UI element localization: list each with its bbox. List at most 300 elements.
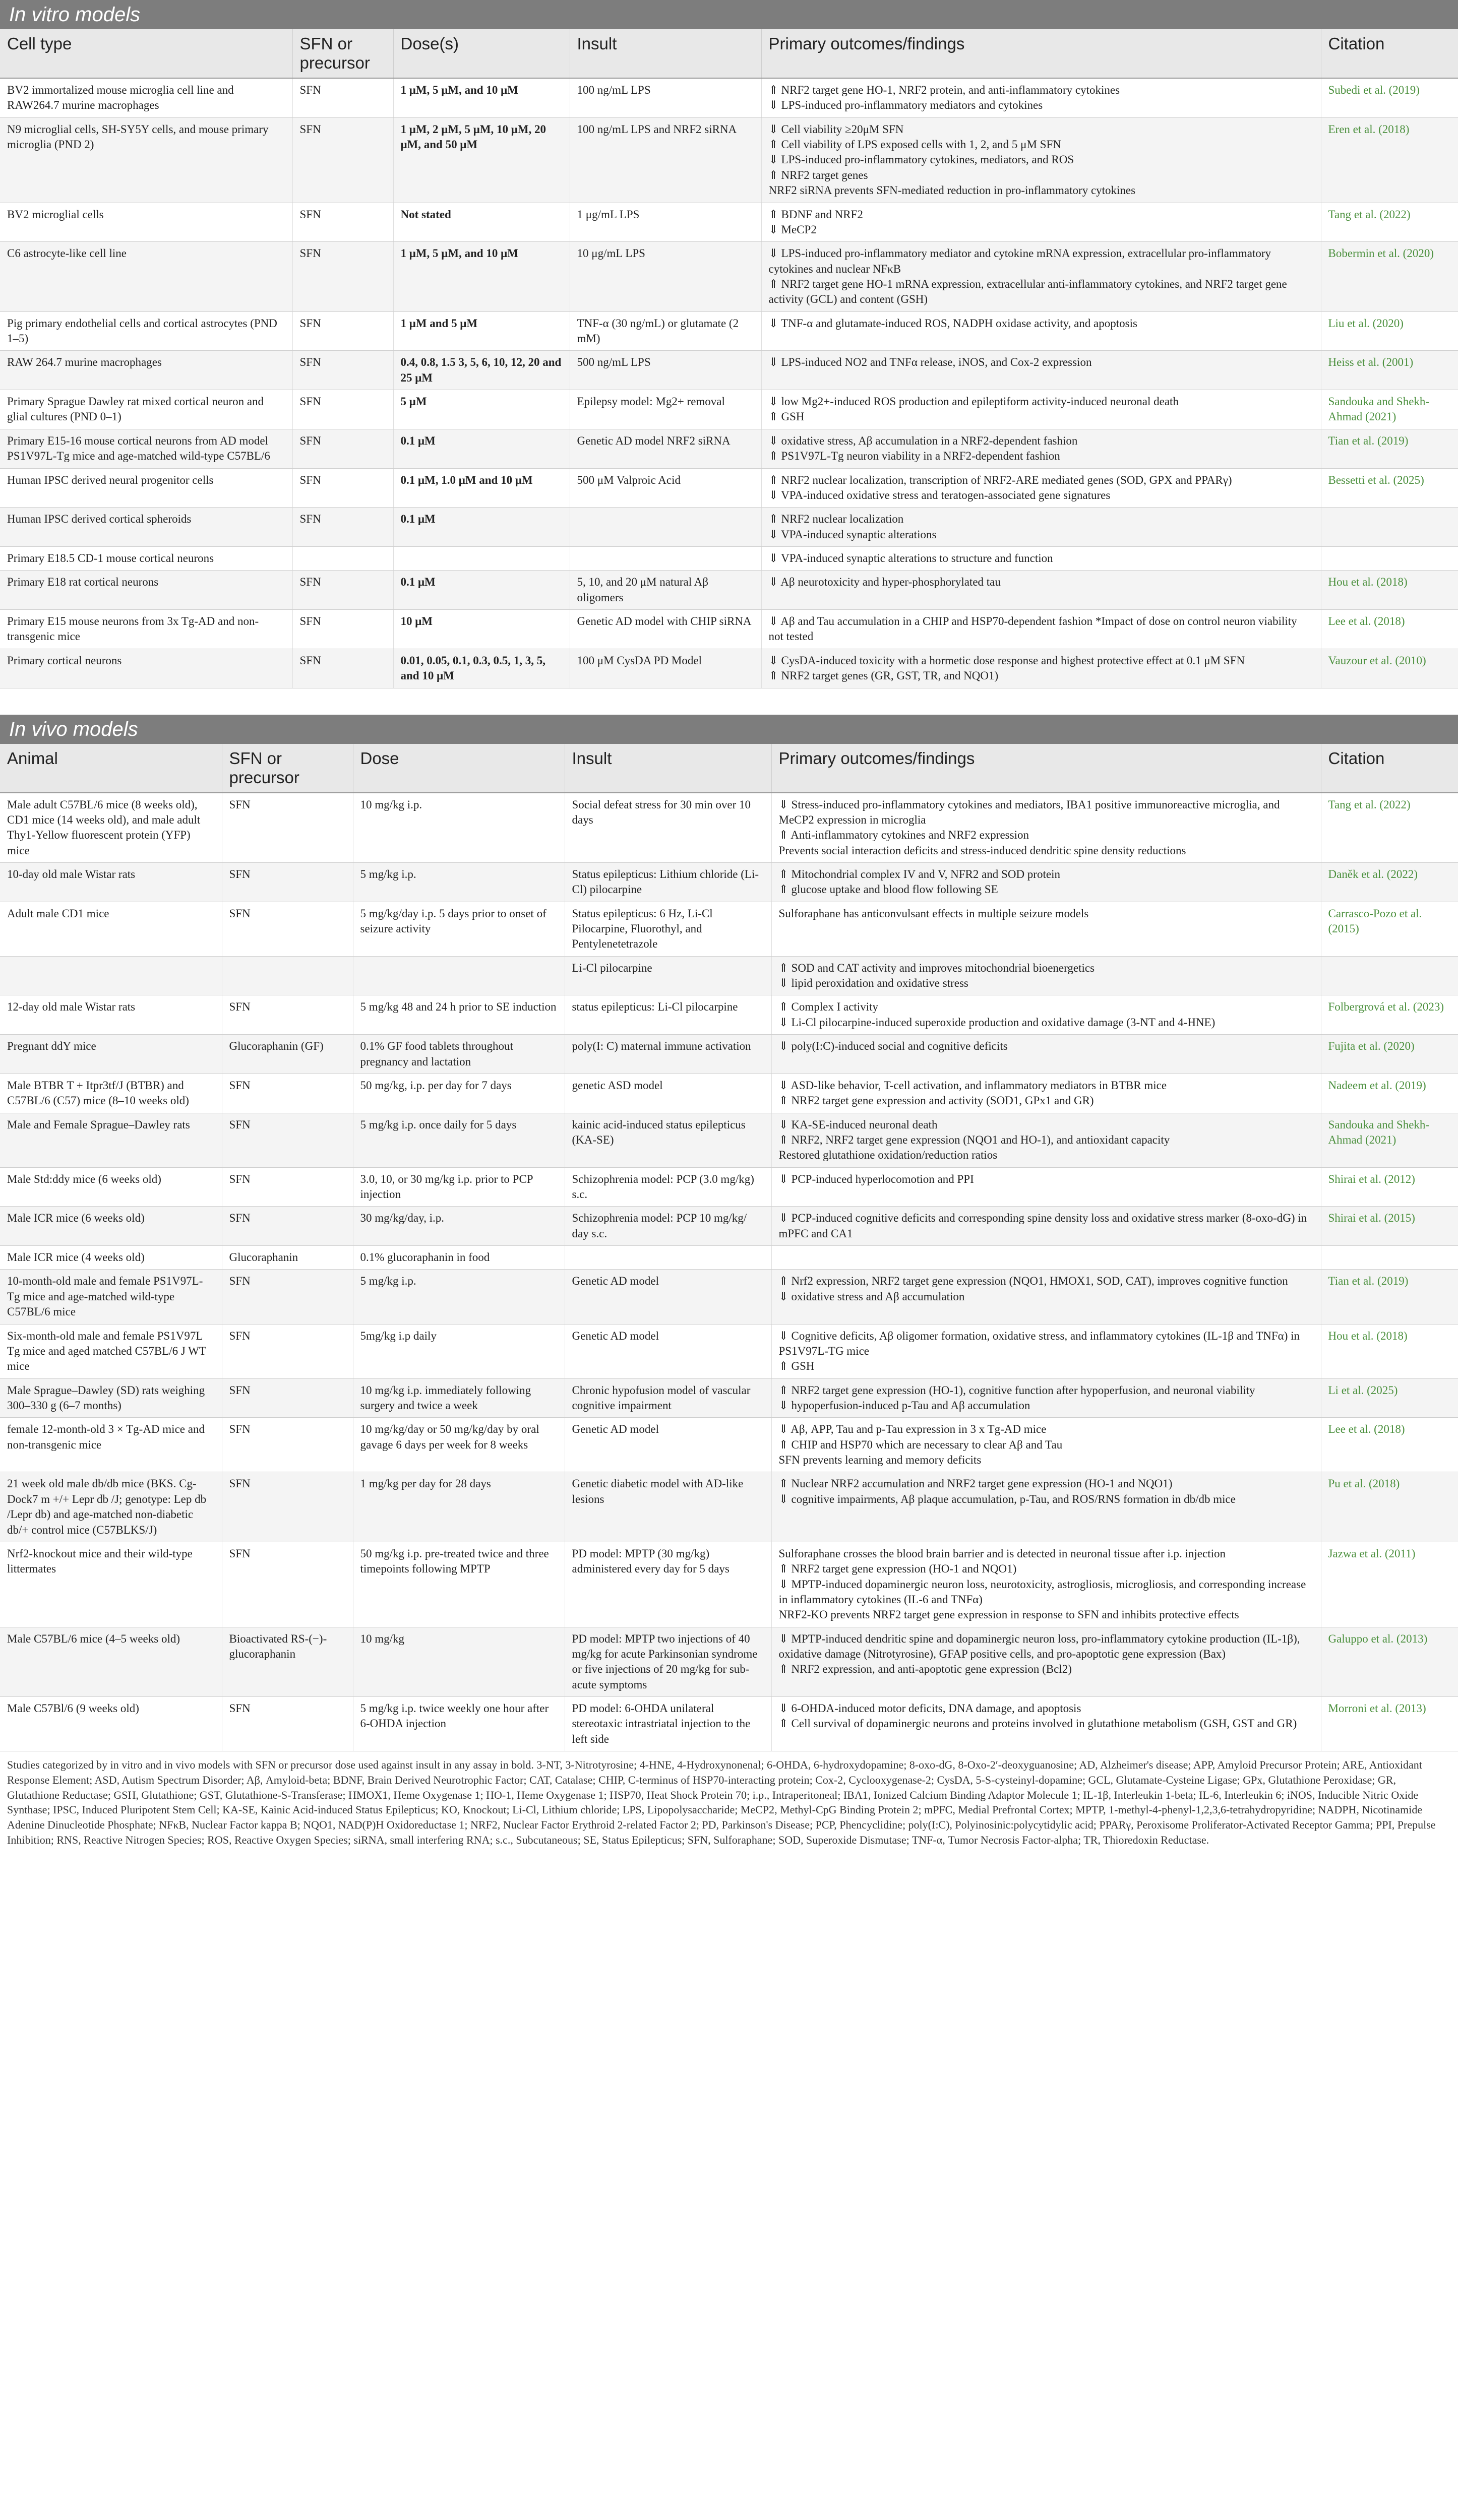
cell-insult: 5, 10, and 20 μM natural Aβ oligomers	[570, 571, 761, 610]
cell-findings	[771, 1378, 1321, 1418]
cell-dose: 10 μM	[393, 610, 570, 649]
header-insult: Insult	[565, 744, 771, 793]
citation-link[interactable]: Lee et al. (2018)	[1321, 610, 1458, 649]
citation-link[interactable]: Tian et al. (2019)	[1321, 1270, 1458, 1324]
invivo-header-row	[0, 744, 1458, 793]
table-row	[0, 649, 1458, 688]
cell-subject: Adult male CD1 mice	[0, 902, 222, 956]
table-row	[0, 390, 1458, 429]
cell-subject: Male BTBR T + Itpr3tf/J (BTBR) and C57BL/6 (C57) mice (8–10 weeks old)	[0, 1074, 222, 1113]
cell-dose: 5 mg/kg 48 and 24 h prior to SE induction	[353, 995, 565, 1035]
finding-line: ⇑ Cell survival of dopaminergic neurons and proteins involved in glutathione metabolism (GSH, GST and GR)	[778, 1717, 1297, 1730]
finding-line: ⇓ MPTP-induced dopaminergic neuron loss, neurotoxicity, astrogliosis, microgliosis, and corresponding increase in inflammatory cytokines (IL-6 and TNFα)	[778, 1578, 1306, 1606]
table-row	[0, 117, 1458, 203]
finding-line: ⇑ Nuclear NRF2 accumulation and NRF2 target gene expression (HO-1 and NQO1)	[778, 1477, 1173, 1490]
cell-insult: 500 ng/mL LPS	[570, 351, 761, 390]
invitro-header-row	[0, 29, 1458, 78]
cell-sfn: SFN	[222, 1270, 353, 1324]
cell-insult: 10 μg/mL LPS	[570, 242, 761, 311]
cell-findings	[771, 1207, 1321, 1246]
citation-link[interactable]	[1321, 1246, 1458, 1270]
finding-line: ⇓ lipid peroxidation and oxidative stress	[778, 977, 968, 990]
cell-sfn: SFN	[222, 995, 353, 1035]
table-row	[0, 902, 1458, 956]
cell-findings	[771, 1418, 1321, 1472]
finding-line: Sulforaphane has anticonvulsant effects in multiple seizure models	[778, 907, 1089, 920]
cell-sfn: SFN	[292, 468, 393, 508]
cell-insult: status epilepticus: Li-Cl pilocarpine	[565, 995, 771, 1035]
finding-line: ⇓ CysDA-induced toxicity with a hormetic dose response and highest protective effect at 0.1 μM SFN	[768, 654, 1245, 667]
cell-insult: Chronic hypofusion model of vascular cognitive impairment	[565, 1378, 771, 1418]
cell-insult: 100 ng/mL LPS and NRF2 siRNA	[570, 117, 761, 203]
finding-line: ⇑ NRF2 target gene HO-1, NRF2 protein, and anti-inflammatory cytokines	[768, 84, 1120, 96]
table-row	[0, 1418, 1458, 1472]
cell-sfn: SFN	[292, 242, 393, 311]
cell-subject: Nrf2-knockout mice and their wild-type littermates	[0, 1542, 222, 1627]
finding-line: ⇓ LPS-induced NO2 and TNFα release, iNOS, and Cox-2 expression	[768, 356, 1092, 369]
cell-subject: 12-day old male Wistar rats	[0, 995, 222, 1035]
finding-line: ⇑ glucose uptake and blood flow following SE	[778, 883, 998, 896]
cell-insult: Schizophrenia model: PCP (3.0 mg/kg) s.c.	[565, 1167, 771, 1207]
cell-findings	[771, 1697, 1321, 1751]
cell-insult: Epilepsy model: Mg2+ removal	[570, 390, 761, 429]
header-citation: Citation	[1321, 744, 1458, 793]
citation-link[interactable]: Fujita et al. (2020)	[1321, 1035, 1458, 1074]
cell-insult: poly(I: C) maternal immune activation	[565, 1035, 771, 1074]
finding-line: ⇑ NRF2 nuclear localization	[768, 513, 904, 526]
cell-dose: 50 mg/kg i.p. pre-treated twice and three timepoints following MPTP	[353, 1542, 565, 1627]
finding-line: ⇑ Nrf2 expression, NRF2 target gene expression (NQO1, HMOX1, SOD, CAT), improves cognitive function	[778, 1275, 1288, 1288]
citation-link[interactable]: Subedi et al. (2019)	[1321, 78, 1458, 117]
header-citation: Citation	[1321, 29, 1458, 78]
citation-link[interactable]: Eren et al. (2018)	[1321, 117, 1458, 203]
cell-sfn: SFN	[292, 390, 393, 429]
finding-line: ⇓ VPA-induced synaptic alterations to structure and function	[768, 551, 1053, 564]
table-row	[0, 1207, 1458, 1246]
cell-dose: 0.01, 0.05, 0.1, 0.3, 0.5, 1, 3, 5, and 10 μM	[393, 649, 570, 688]
finding-line: ⇑ NRF2 target genes	[768, 168, 868, 181]
cell-dose: 10 mg/kg i.p. immediately following surgery and twice a week	[353, 1378, 565, 1418]
cell-sfn: SFN	[222, 862, 353, 902]
cell-insult: 100 μM CysDA PD Model	[570, 649, 761, 688]
cell-findings	[761, 546, 1321, 570]
finding-line: ⇑ NRF2 target gene expression and activity (SOD1, GPx1 and GR)	[778, 1094, 1094, 1107]
citation-link[interactable]: Lee et al. (2018)	[1321, 1418, 1458, 1472]
citation-link[interactable]: Galuppo et al. (2013)	[1321, 1627, 1458, 1696]
cell-insult: Genetic AD model	[565, 1418, 771, 1472]
citation-link[interactable]: Liu et al. (2020)	[1321, 311, 1458, 351]
table-row	[0, 468, 1458, 508]
cell-findings	[771, 1270, 1321, 1324]
cell-subject: Primary Sprague Dawley rat mixed cortical neuron and glial cultures (PND 0–1)	[0, 390, 292, 429]
header-sfn: SFN or precursor	[292, 29, 393, 78]
header-sfn: SFN or precursor	[222, 744, 353, 793]
cell-sfn: SFN	[292, 610, 393, 649]
finding-line: ⇑ NRF2 target gene HO-1 mRNA expression, extracellular anti-inflammatory cytokines, and NRF2 target gene activity (GCL) and content (GSH)	[768, 277, 1287, 306]
cell-subject: Male Sprague–Dawley (SD) rats weighing 300–330 g (6–7 months)	[0, 1378, 222, 1418]
cell-dose: 5 mg/kg/day i.p. 5 days prior to onset of seizure activity	[353, 902, 565, 956]
citation-link[interactable]	[1321, 956, 1458, 995]
cell-findings	[771, 1074, 1321, 1113]
cell-subject: 10-day old male Wistar rats	[0, 862, 222, 902]
table-row	[0, 1697, 1458, 1751]
table-row	[0, 610, 1458, 649]
finding-line: ⇓ Aβ neurotoxicity and hyper-phosphorylated tau	[768, 576, 1001, 589]
cell-findings	[761, 610, 1321, 649]
citation-link[interactable]: Sandouka and Shekh-Ahmad (2021)	[1321, 1113, 1458, 1167]
citation-link[interactable]: Bessetti et al. (2025)	[1321, 468, 1458, 508]
cell-sfn: SFN	[292, 117, 393, 203]
cell-subject: C6 astrocyte-like cell line	[0, 242, 292, 311]
cell-dose: Not stated	[393, 203, 570, 242]
cell-dose: 10 mg/kg i.p.	[353, 793, 565, 863]
cell-findings	[771, 1113, 1321, 1167]
cell-subject: 21 week old male db/db mice (BKS. Cg-Dock7 m +/+ Lepr db /J; genotype: Lep db /Lepr db) and age-matched non-diabetic db/+ control mice (C57BLKS/J)	[0, 1472, 222, 1542]
finding-line: ⇓ ASD-like behavior, T-cell activation, and inflammatory mediators in BTBR mice	[778, 1079, 1167, 1092]
citation-link[interactable]: Sandouka and Shekh-Ahmad (2021)	[1321, 390, 1458, 429]
cell-dose: 0.1% GF food tablets throughout pregnancy and lactation	[353, 1035, 565, 1074]
cell-subject: BV2 microglial cells	[0, 203, 292, 242]
cell-dose: 5 mg/kg i.p. once daily for 5 days	[353, 1113, 565, 1167]
cell-findings	[771, 995, 1321, 1035]
cell-insult: Schizophrenia model: PCP 10 mg/kg/ day s.c.	[565, 1207, 771, 1246]
cell-findings	[771, 1542, 1321, 1627]
table-row	[0, 78, 1458, 117]
cell-sfn: SFN	[292, 311, 393, 351]
cell-sfn: SFN	[222, 1113, 353, 1167]
cell-insult	[565, 1246, 771, 1270]
citation-link[interactable]: Tang et al. (2022)	[1321, 203, 1458, 242]
cell-insult: Genetic AD model with CHIP siRNA	[570, 610, 761, 649]
finding-line: ⇑ CHIP and HSP70 which are necessary to clear Aβ and Tau	[778, 1438, 1063, 1451]
section-gap	[0, 688, 1458, 715]
citation-link[interactable]: Shirai et al. (2015)	[1321, 1207, 1458, 1246]
cell-sfn: SFN	[222, 902, 353, 956]
cell-findings	[761, 390, 1321, 429]
cell-insult: Genetic AD model NRF2 siRNA	[570, 429, 761, 468]
cell-sfn: SFN	[222, 1167, 353, 1207]
citation-link[interactable]: Daněk et al. (2022)	[1321, 862, 1458, 902]
finding-line: ⇓ low Mg2+-induced ROS production and epileptiform activity-induced neuronal death	[768, 395, 1179, 408]
cell-subject: Primary cortical neurons	[0, 649, 292, 688]
cell-insult: PD model: MPTP (30 mg/kg) administered every day for 5 days	[565, 1542, 771, 1627]
cell-findings	[761, 468, 1321, 508]
citation-link[interactable]	[1321, 508, 1458, 547]
finding-line: ⇓ LPS-induced pro-inflammatory cytokines, mediators, and ROS	[768, 153, 1074, 166]
cell-sfn: SFN	[222, 1697, 353, 1751]
header-findings: Primary outcomes/findings	[761, 29, 1321, 78]
cell-subject: Male C57BL/6 mice (4–5 weeks old)	[0, 1627, 222, 1696]
header-cell-type: Cell type	[0, 29, 292, 78]
cell-dose: 5 mg/kg i.p.	[353, 862, 565, 902]
cell-sfn: SFN	[292, 351, 393, 390]
table-row	[0, 1324, 1458, 1378]
cell-sfn: SFN	[222, 1472, 353, 1542]
finding-line: ⇓ Aβ and Tau accumulation in a CHIP and HSP70-dependent fashion *Impact of dose on control neuron viability not tested	[768, 615, 1297, 643]
cell-dose: 1 μM, 2 μM, 5 μM, 10 μM, 20 μM, and 50 μM	[393, 117, 570, 203]
citation-link[interactable]: Jazwa et al. (2011)	[1321, 1542, 1458, 1627]
finding-line: ⇓ PCP-induced hyperlocomotion and PPI	[778, 1172, 974, 1185]
citation-link[interactable]: Folbergrová et al. (2023)	[1321, 995, 1458, 1035]
cell-sfn	[292, 546, 393, 570]
finding-line: ⇑ Cell viability of LPS exposed cells with 1, 2, and 5 μM SFN	[768, 138, 1061, 151]
table-row	[0, 1167, 1458, 1207]
cell-dose: 0.1 μM	[393, 429, 570, 468]
cell-dose: 3.0, 10, or 30 mg/kg i.p. prior to PCP injection	[353, 1167, 565, 1207]
cell-subject: Human IPSC derived neural progenitor cells	[0, 468, 292, 508]
invivo-table	[0, 744, 1458, 1752]
cell-sfn: Bioactivated RS-(−)-glucoraphanin	[222, 1627, 353, 1696]
cell-sfn	[222, 956, 353, 995]
invitro-body	[0, 78, 1458, 688]
cell-findings	[761, 649, 1321, 688]
finding-line: ⇓ VPA-induced oxidative stress and teratogen-associated gene signatures	[768, 488, 1111, 501]
finding-line: ⇓ VPA-induced synaptic alterations	[768, 528, 937, 541]
finding-line: ⇓ PCP-induced cognitive deficits and corresponding spine density loss and oxidative stress marker (8-oxo-dG) in mPFC and CA1	[778, 1212, 1307, 1240]
header-dose: Dose	[353, 744, 565, 793]
cell-insult: Li-Cl pilocarpine	[565, 956, 771, 995]
cell-subject: Male and Female Sprague–Dawley rats	[0, 1113, 222, 1167]
cell-dose: 50 mg/kg, i.p. per day for 7 days	[353, 1074, 565, 1113]
table-row	[0, 1627, 1458, 1696]
cell-dose: 10 mg/kg/day or 50 mg/kg/day by oral gavage 6 days per week for 8 weeks	[353, 1418, 565, 1472]
cell-findings	[761, 203, 1321, 242]
finding-line: ⇑ Complex I activity	[778, 1000, 878, 1014]
cell-insult: TNF-α (30 ng/mL) or glutamate (2 mM)	[570, 311, 761, 351]
cell-subject: Primary E15 mouse neurons from 3x Tg-AD and non-transgenic mice	[0, 610, 292, 649]
cell-insult: kainic acid-induced status epilepticus (KA-SE)	[565, 1113, 771, 1167]
citation-link[interactable]: Shirai et al. (2012)	[1321, 1167, 1458, 1207]
cell-sfn: SFN	[222, 1074, 353, 1113]
finding-line: ⇓ cognitive impairments, Aβ plaque accumulation, p-Tau, and ROS/RNS formation in db/db mice	[778, 1492, 1236, 1505]
cell-findings	[771, 1246, 1321, 1270]
cell-insult: Genetic AD model	[565, 1324, 771, 1378]
cell-dose: 1 μM, 5 μM, and 10 μM	[393, 78, 570, 117]
finding-line: ⇑ GSH	[768, 410, 805, 423]
finding-line: ⇓ hypoperfusion-induced p-Tau and Aβ accumulation	[778, 1399, 1030, 1412]
finding-line: ⇑ BDNF and NRF2	[768, 208, 863, 221]
cell-dose: 1 μM, 5 μM, and 10 μM	[393, 242, 570, 311]
table-footnote: Studies categorized by in vitro and in vivo models with SFN or precursor dose used against insult in any assay in bold. 3-NT, 3-Nitrotyrosine; 4-HNE, 4-Hydroxynonenal; 6-OHDA, 6-hydroxydopamine; 8-oxo-dG, 8-Oxo-2′-deoxyguanosine; AD, Alzheimer's disease; APP, Amyloid Precursor Protein; ARE, Antioxidant Response Element; ASD, Autism Spectrum Disorder; Aβ, Amyloid-beta; BDNF, Brain Derived Neurotrophic Factor; CAT, Catalase; CHIP, C-terminus of HSP70-interacting protein; Cox-2, Cyclooxygenase-2; CysDA, 5-S-cysteinyl-dopamine; GCL, Glutamate-Cysteine Ligase; GPx, Glutathione Peroxidase; GR, Glutathione Reductase; GSH, Glutathione; GST, Glutathione-S-Transferase; HMOX1, Heme Oxygenase 1; HO-1, Heme Oxygenase 1; HSP70, Heat Shock Protein 70; i.p., Intraperitoneal; IBA1, Ionized Calcium Binding Adaptor Molecule 1; IL-1β, Interleukin 1-beta; IL-6, Interleukin 6; iNOS, Inducible Nitric Oxide Synthase; IPSC, Induced Pluripotent Stem Cell; KA-SE, Kainic Acid-induced Status Epilepticus; KO, Knockout; Li-Cl, Lithium chloride; LPS, Lipopolysaccharide; MeCP2, Methyl-CpG Binding Protein 2; mPFC, Medial Prefrontal Cortex; MPTP, 1-methyl-4-phenyl-1,2,3,6-tetrahydropyridine; NADPH, Nicotinamide Adenine Dinucleotide Phosphate; NFκB, Nuclear Factor kappa B; NQO1, NAD(P)H Oxidoreductase 1; NRF2, Nuclear Factor Erythroid 2-related Factor 2; PD, Parkinson's Disease; PCP, Phencyclidine; poly(I:C), Polyinosinic:polycytidylic acid; PPARγ, Peroxisome Proliferator-Activated Receptor Gamma; PPI, Prepulse Inhibition; RNS, Reactive Nitrogen Species; ROS, Reactive Oxygen Species; siRNA, small interfering RNA; s.c., Subcutaneous; SE, Status Epilepticus; SFN, Sulforaphane; SOD, Superoxide Dismutase; TNF-α, Tumor Necrosis Factor-alpha; TR, Thioredoxin Reductase.	[7, 1758, 1436, 1846]
table-row	[0, 508, 1458, 547]
cell-findings	[771, 793, 1321, 863]
cell-subject: Male ICR mice (6 weeks old)	[0, 1207, 222, 1246]
finding-line: ⇓ MeCP2	[768, 223, 817, 236]
citation-link[interactable]: Nadeem et al. (2019)	[1321, 1074, 1458, 1113]
cell-subject	[0, 956, 222, 995]
cell-dose: 0.1 μM, 1.0 μM and 10 μM	[393, 468, 570, 508]
finding-line: Sulforaphane crosses the blood brain barrier and is detected in neuronal tissue after i.p. injection	[778, 1547, 1226, 1560]
cell-dose: 0.1 μM	[393, 508, 570, 547]
citation-link[interactable]: Pu et al. (2018)	[1321, 1472, 1458, 1542]
cell-insult: Social defeat stress for 30 min over 10 days	[565, 793, 771, 863]
cell-dose: 30 mg/kg/day, i.p.	[353, 1207, 565, 1246]
cell-sfn: SFN	[292, 203, 393, 242]
finding-line: ⇑ Mitochondrial complex IV and V, NFR2 and SOD protein	[778, 867, 1060, 880]
cell-subject: BV2 immortalized mouse microglia cell line and RAW264.7 murine macrophages	[0, 78, 292, 117]
table-row	[0, 1378, 1458, 1418]
cell-findings	[771, 1627, 1321, 1696]
cell-subject: RAW 264.7 murine macrophages	[0, 351, 292, 390]
cell-subject: Male ICR mice (4 weeks old)	[0, 1246, 222, 1270]
cell-insult	[570, 508, 761, 547]
cell-findings	[771, 1472, 1321, 1542]
cell-insult: Status epilepticus: 6 Hz, Li-Cl Pilocarpine, Fluorothyl, and Pentylenetetrazole	[565, 902, 771, 956]
invitro-table	[0, 29, 1458, 688]
cell-subject: N9 microglial cells, SH-SY5Y cells, and mouse primary microglia (PND 2)	[0, 117, 292, 203]
finding-line: ⇑ PS1V97L-Tg neuron viability in a NRF2-dependent fashion	[768, 450, 1060, 463]
cell-subject: Pig primary endothelial cells and cortical astrocytes (PND 1–5)	[0, 311, 292, 351]
citation-link[interactable]: Hou et al. (2018)	[1321, 1324, 1458, 1378]
invivo-section-title: In vivo models	[0, 715, 1458, 744]
cell-sfn: SFN	[292, 649, 393, 688]
finding-line: ⇓ oxidative stress, Aβ accumulation in a NRF2-dependent fashion	[768, 434, 1078, 447]
cell-subject: Male adult C57BL/6 mice (8 weeks old), CD1 mice (14 weeks old), and male adult Thy1-Yellow fluorescent protein (YFP) mice	[0, 793, 222, 863]
finding-line: ⇓ 6-OHDA-induced motor deficits, DNA damage, and apoptosis	[778, 1702, 1081, 1715]
table-row	[0, 571, 1458, 610]
finding-line: ⇓ TNF-α and glutamate-induced ROS, NADPH oxidase activity, and apoptosis	[768, 317, 1137, 330]
table-row	[0, 1113, 1458, 1167]
cell-subject: Human IPSC derived cortical spheroids	[0, 508, 292, 547]
cell-findings	[761, 429, 1321, 468]
cell-insult: PD model: MPTP two injections of 40 mg/kg for acute Parkinsonian syndrome or five injections of 20 mg/kg for sub-acute symptoms	[565, 1627, 771, 1696]
invitro-section-title: In vitro models	[0, 0, 1458, 29]
finding-line: Prevents social interaction deficits and stress-induced dendritic spine density reductions	[778, 844, 1186, 857]
finding-line: ⇓ Aβ, APP, Tau and p-Tau expression in 3 x Tg-AD mice	[778, 1423, 1047, 1436]
cell-insult: Status epilepticus: Lithium chloride (Li-Cl) pilocarpine	[565, 862, 771, 902]
cell-dose: 0.4, 0.8, 1.5 3, 5, 6, 10, 12, 20 and 25 μM	[393, 351, 570, 390]
finding-line: ⇑ NRF2 expression, and anti-apoptotic gene expression (Bcl2)	[778, 1663, 1072, 1676]
citation-link[interactable]: Bobermin et al. (2020)	[1321, 242, 1458, 311]
cell-subject: Six-month-old male and female PS1V97L Tg mice and aged matched C57BL/6 J WT mice	[0, 1324, 222, 1378]
table-row	[0, 1074, 1458, 1113]
finding-line: ⇓ poly(I:C)-induced social and cognitive deficits	[778, 1040, 1008, 1053]
finding-line: ⇑ NRF2 nuclear localization, transcription of NRF2-ARE mediated genes (SOD, GPX and PPARγ)	[768, 473, 1232, 486]
cell-subject: Primary E15-16 mouse cortical neurons from AD model PS1V97L-Tg mice and age-matched wild-type C57BL/6	[0, 429, 292, 468]
cell-sfn: SFN	[292, 571, 393, 610]
cell-sfn: SFN	[292, 78, 393, 117]
finding-line: Restored glutathione oxidation/reduction ratios	[778, 1149, 998, 1162]
table-row	[0, 1472, 1458, 1542]
cell-dose	[393, 546, 570, 570]
finding-line: ⇓ Cognitive deficits, Aβ oligomer formation, oxidative stress, and inflammatory cytokines (IL-1β and TNFα) in PS1V97L-TG mice	[778, 1329, 1300, 1357]
cell-findings	[761, 242, 1321, 311]
citation-link[interactable]: Vauzour et al. (2010)	[1321, 649, 1458, 688]
cell-dose: 5 μM	[393, 390, 570, 429]
cell-dose: 5 mg/kg i.p.	[353, 1270, 565, 1324]
cell-sfn: SFN	[222, 1542, 353, 1627]
header-dose: Dose(s)	[393, 29, 570, 78]
cell-dose: 10 mg/kg	[353, 1627, 565, 1696]
table-row	[0, 793, 1458, 863]
finding-line: SFN prevents learning and memory deficits	[778, 1454, 982, 1467]
cell-findings	[761, 351, 1321, 390]
finding-line: ⇓ LPS-induced pro-inflammatory mediators and cytokines	[768, 99, 1043, 112]
table-row	[0, 351, 1458, 390]
cell-sfn: SFN	[222, 1418, 353, 1472]
citation-link[interactable]: Hou et al. (2018)	[1321, 571, 1458, 610]
table-row	[0, 995, 1458, 1035]
cell-subject: Male Std:ddy mice (6 weeks old)	[0, 1167, 222, 1207]
citation-link[interactable]: Tian et al. (2019)	[1321, 429, 1458, 468]
cell-findings	[761, 508, 1321, 547]
cell-sfn: SFN	[222, 793, 353, 863]
cell-dose: 5 mg/kg i.p. twice weekly one hour after 6-OHDA injection	[353, 1697, 565, 1751]
finding-line: ⇓ KA-SE-induced neuronal death	[778, 1118, 938, 1131]
table-row	[0, 1270, 1458, 1324]
cell-insult: 500 μM Valproic Acid	[570, 468, 761, 508]
table-row	[0, 546, 1458, 570]
cell-subject: Male C57Bl/6 (9 weeks old)	[0, 1697, 222, 1751]
finding-line: ⇑ Anti-inflammatory cytokines and NRF2 expression	[778, 829, 1029, 842]
finding-line: ⇑ NRF2 target gene expression (HO-1), cognitive function after hypoperfusion, and neuronal viability	[778, 1383, 1255, 1397]
citation-link[interactable]: Li et al. (2025)	[1321, 1378, 1458, 1418]
cell-dose: 1 μM and 5 μM	[393, 311, 570, 351]
table-row	[0, 1246, 1458, 1270]
cell-sfn: SFN	[292, 429, 393, 468]
finding-line: ⇑ GSH	[778, 1360, 815, 1373]
table-row	[0, 242, 1458, 311]
cell-dose: 5mg/kg i.p daily	[353, 1324, 565, 1378]
citation-link[interactable]: Carrasco-Pozo et al. (2015)	[1321, 902, 1458, 956]
cell-findings	[761, 311, 1321, 351]
finding-line: ⇑ NRF2 target gene expression (HO-1 and NQO1)	[778, 1562, 1017, 1576]
cell-subject: Primary E18 rat cortical neurons	[0, 571, 292, 610]
citation-link[interactable]	[1321, 546, 1458, 570]
table-row	[0, 203, 1458, 242]
table-row	[0, 956, 1458, 995]
finding-line: NRF2 siRNA prevents SFN-mediated reduction in pro-inflammatory cytokines	[768, 184, 1136, 197]
table-row	[0, 311, 1458, 351]
cell-findings	[761, 117, 1321, 203]
cell-findings	[771, 1324, 1321, 1378]
finding-line: ⇑ NRF2 target genes (GR, GST, TR, and NQO1)	[768, 669, 999, 682]
header-insult: Insult	[570, 29, 761, 78]
cell-subject: Primary E18.5 CD-1 mouse cortical neurons	[0, 546, 292, 570]
cell-findings	[771, 862, 1321, 902]
cell-insult: Genetic diabetic model with AD-like lesions	[565, 1472, 771, 1542]
cell-dose	[353, 956, 565, 995]
cell-findings	[771, 1167, 1321, 1207]
finding-line: ⇓ Cell viability ≥20μM SFN	[768, 122, 904, 136]
cell-subject: female 12-month-old 3 × Tg-AD mice and non-transgenic mice	[0, 1418, 222, 1472]
cell-insult: genetic ASD model	[565, 1074, 771, 1113]
cell-findings	[761, 571, 1321, 610]
header-findings: Primary outcomes/findings	[771, 744, 1321, 793]
cell-insult: PD model: 6-OHDA unilateral stereotaxic intrastriatal injection to the left side	[565, 1697, 771, 1751]
cell-sfn: SFN	[292, 508, 393, 547]
finding-line: ⇑ SOD and CAT activity and improves mitochondrial bioenergetics	[778, 961, 1095, 974]
finding-line: ⇓ LPS-induced pro-inflammatory mediator and cytokine mRNA expression, extracellular pro-inflammatory cytokines and nuclear NFκB	[768, 247, 1271, 275]
cell-insult	[570, 546, 761, 570]
citation-link[interactable]: Morroni et al. (2013)	[1321, 1697, 1458, 1751]
finding-line: ⇓ oxidative stress and Aβ accumulation	[778, 1290, 965, 1303]
cell-sfn: SFN	[222, 1378, 353, 1418]
cell-dose: 1 mg/kg per day for 28 days	[353, 1472, 565, 1542]
cell-insult: 100 ng/mL LPS	[570, 78, 761, 117]
citation-link[interactable]: Heiss et al. (2001)	[1321, 351, 1458, 390]
table-row	[0, 429, 1458, 468]
citation-link[interactable]: Tang et al. (2022)	[1321, 793, 1458, 863]
cell-dose: 0.1 μM	[393, 571, 570, 610]
cell-sfn: Glucoraphanin	[222, 1246, 353, 1270]
table-row	[0, 862, 1458, 902]
cell-sfn: Glucoraphanin (GF)	[222, 1035, 353, 1074]
cell-sfn: SFN	[222, 1324, 353, 1378]
cell-subject: Pregnant ddY mice	[0, 1035, 222, 1074]
table-row	[0, 1035, 1458, 1074]
finding-line: ⇓ Li-Cl pilocarpine-induced superoxide production and oxidative damage (3-NT and 4-HNE)	[778, 1016, 1216, 1029]
